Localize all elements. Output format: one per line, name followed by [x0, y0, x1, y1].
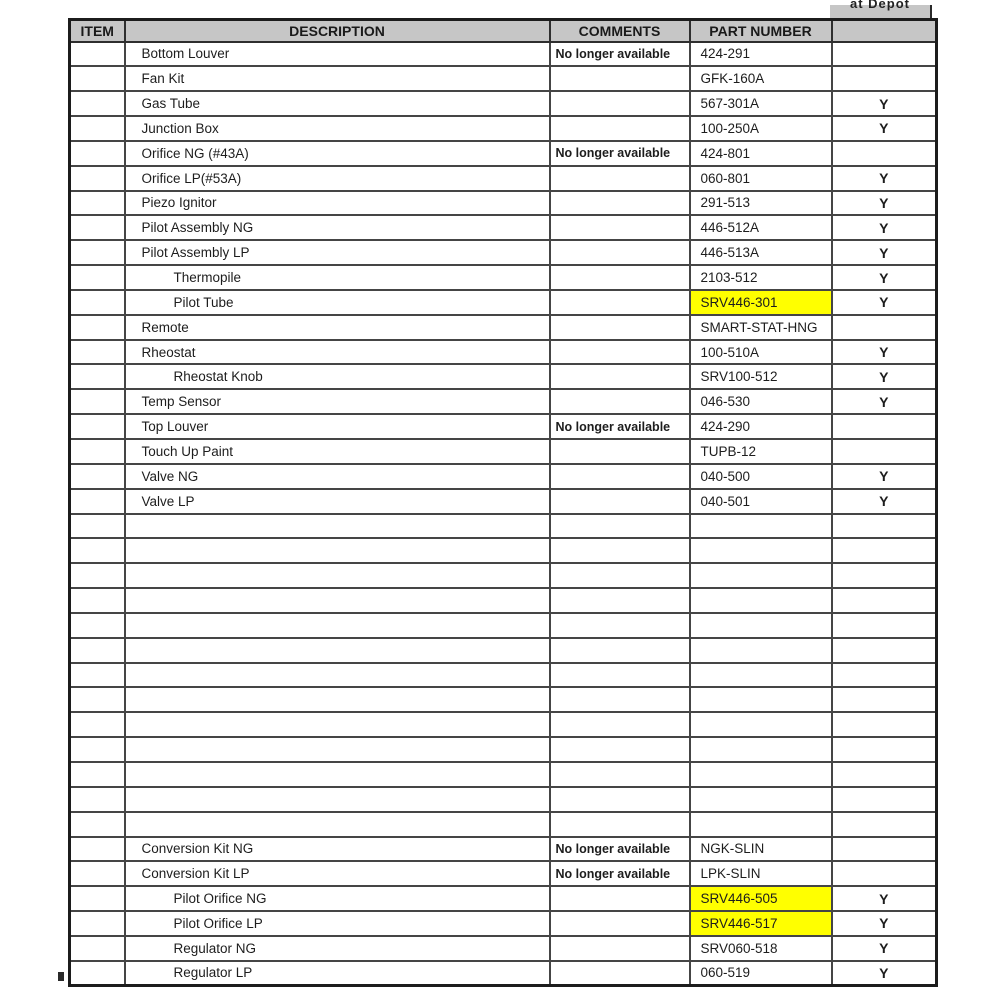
description-cell	[125, 588, 550, 613]
part-number-cell	[690, 663, 832, 688]
description-cell: Conversion Kit LP	[125, 861, 550, 886]
item-cell	[70, 712, 125, 737]
depot-cell: Y	[832, 240, 937, 265]
part-number-cell: SRV100-512	[690, 364, 832, 389]
comments-cell	[550, 290, 690, 315]
part-number-cell: 424-290	[690, 414, 832, 439]
item-cell	[70, 66, 125, 91]
item-cell	[70, 91, 125, 116]
comments-cell: No longer available	[550, 861, 690, 886]
description-cell: Pilot Orifice LP	[125, 911, 550, 936]
description-cell: Orifice NG (#43A)	[125, 141, 550, 166]
comments-cell	[550, 315, 690, 340]
part-number-cell: 046-530	[690, 389, 832, 414]
scan-artifact	[58, 972, 64, 981]
depot-cell	[832, 439, 937, 464]
comments-cell	[550, 215, 690, 240]
part-number-cell: 291-513	[690, 191, 832, 216]
item-cell	[70, 464, 125, 489]
comments-cell: No longer available	[550, 141, 690, 166]
item-cell	[70, 215, 125, 240]
description-cell: Orifice LP(#53A)	[125, 166, 550, 191]
description-cell: Touch Up Paint	[125, 439, 550, 464]
depot-cell	[832, 737, 937, 762]
header-item: ITEM	[70, 20, 125, 42]
part-number-cell: 446-513A	[690, 240, 832, 265]
table-row	[70, 439, 937, 464]
item-cell	[70, 663, 125, 688]
comments-cell	[550, 737, 690, 762]
item-cell	[70, 613, 125, 638]
table-row	[70, 66, 937, 91]
item-cell	[70, 762, 125, 787]
table-row	[70, 737, 937, 762]
table-row	[70, 762, 937, 787]
comments-cell	[550, 588, 690, 613]
description-cell: Rheostat	[125, 340, 550, 365]
description-cell: Pilot Orifice NG	[125, 886, 550, 911]
item-cell	[70, 116, 125, 141]
description-cell: Temp Sensor	[125, 389, 550, 414]
depot-cell: Y	[832, 166, 937, 191]
item-cell	[70, 141, 125, 166]
clipped-header-fragment: at Depot	[850, 0, 910, 11]
table-row	[70, 936, 937, 961]
item-cell	[70, 290, 125, 315]
part-number-cell: 060-519	[690, 961, 832, 986]
depot-cell: Y	[832, 91, 937, 116]
part-number-cell	[690, 762, 832, 787]
depot-cell: Y	[832, 489, 937, 514]
description-cell	[125, 787, 550, 812]
table-row	[70, 265, 937, 290]
table-row	[70, 712, 937, 737]
part-number-cell	[690, 613, 832, 638]
description-cell: Pilot Assembly LP	[125, 240, 550, 265]
item-cell	[70, 861, 125, 886]
part-number-cell	[690, 638, 832, 663]
table-row	[70, 240, 937, 265]
item-cell	[70, 911, 125, 936]
description-cell: Pilot Tube	[125, 290, 550, 315]
comments-cell	[550, 787, 690, 812]
depot-cell	[832, 837, 937, 862]
header-description: DESCRIPTION	[125, 20, 550, 42]
table-row	[70, 961, 937, 986]
comments-cell	[550, 240, 690, 265]
depot-cell	[832, 787, 937, 812]
description-cell	[125, 538, 550, 563]
comments-cell	[550, 191, 690, 216]
item-cell	[70, 191, 125, 216]
item-cell	[70, 489, 125, 514]
depot-cell	[832, 861, 937, 886]
part-number-cell: 040-501	[690, 489, 832, 514]
item-cell	[70, 439, 125, 464]
item-cell	[70, 389, 125, 414]
description-cell	[125, 563, 550, 588]
part-number-cell	[690, 712, 832, 737]
depot-cell	[832, 613, 937, 638]
depot-cell	[832, 538, 937, 563]
table-row	[70, 861, 937, 886]
table-row	[70, 687, 937, 712]
item-cell	[70, 936, 125, 961]
depot-cell: Y	[832, 961, 937, 986]
part-number-cell: TUPB-12	[690, 439, 832, 464]
table-row	[70, 489, 937, 514]
table-header	[70, 20, 937, 42]
header-depot	[832, 20, 937, 42]
comments-cell	[550, 91, 690, 116]
table-row	[70, 116, 937, 141]
table-row	[70, 141, 937, 166]
depot-cell: Y	[832, 116, 937, 141]
description-cell: Rheostat Knob	[125, 364, 550, 389]
part-number-cell: 2103-512	[690, 265, 832, 290]
description-cell: Fan Kit	[125, 66, 550, 91]
description-cell	[125, 663, 550, 688]
table-row	[70, 191, 937, 216]
depot-cell: Y	[832, 389, 937, 414]
description-cell	[125, 613, 550, 638]
comments-cell	[550, 663, 690, 688]
depot-cell: Y	[832, 340, 937, 365]
depot-cell	[832, 42, 937, 67]
description-cell: Piezo Ignitor	[125, 191, 550, 216]
part-number-cell	[690, 563, 832, 588]
item-cell	[70, 687, 125, 712]
description-cell	[125, 514, 550, 539]
item-cell	[70, 265, 125, 290]
description-cell	[125, 812, 550, 837]
description-cell: Regulator NG	[125, 936, 550, 961]
comments-cell	[550, 762, 690, 787]
part-number-cell: 100-510A	[690, 340, 832, 365]
depot-cell: Y	[832, 265, 937, 290]
item-cell	[70, 414, 125, 439]
depot-cell: Y	[832, 936, 937, 961]
depot-cell	[832, 66, 937, 91]
part-number-cell: GFK-160A	[690, 66, 832, 91]
depot-cell	[832, 663, 937, 688]
item-cell	[70, 514, 125, 539]
table-row	[70, 787, 937, 812]
comments-cell	[550, 489, 690, 514]
part-number-cell: 567-301A	[690, 91, 832, 116]
header-row	[70, 20, 937, 42]
description-cell	[125, 737, 550, 762]
depot-cell: Y	[832, 191, 937, 216]
part-number-cell	[690, 588, 832, 613]
table-row	[70, 538, 937, 563]
part-number-cell: 424-291	[690, 42, 832, 67]
description-cell: Junction Box	[125, 116, 550, 141]
clipped-column-header	[830, 0, 932, 18]
table-row	[70, 886, 937, 911]
table-row	[70, 563, 937, 588]
part-number-cell: NGK-SLIN	[690, 837, 832, 862]
depot-cell	[832, 812, 937, 837]
depot-cell	[832, 762, 937, 787]
table-row	[70, 514, 937, 539]
depot-cell	[832, 563, 937, 588]
table-row	[70, 389, 937, 414]
comments-cell	[550, 166, 690, 191]
table-row	[70, 166, 937, 191]
description-cell: Thermopile	[125, 265, 550, 290]
comments-cell: No longer available	[550, 42, 690, 67]
depot-cell: Y	[832, 290, 937, 315]
comments-cell	[550, 66, 690, 91]
comments-cell	[550, 613, 690, 638]
table-row	[70, 414, 937, 439]
comments-cell	[550, 687, 690, 712]
part-number-cell	[690, 812, 832, 837]
depot-cell	[832, 141, 937, 166]
table-row	[70, 663, 937, 688]
item-cell	[70, 538, 125, 563]
item-cell	[70, 315, 125, 340]
depot-cell	[832, 638, 937, 663]
table-row	[70, 837, 937, 862]
depot-cell: Y	[832, 886, 937, 911]
part-number-cell: SRV446-505	[690, 886, 832, 911]
comments-cell	[550, 961, 690, 986]
comments-cell	[550, 812, 690, 837]
part-number-cell: 040-500	[690, 464, 832, 489]
comments-cell: No longer available	[550, 414, 690, 439]
depot-cell	[832, 687, 937, 712]
item-cell	[70, 42, 125, 67]
description-cell: Valve NG	[125, 464, 550, 489]
depot-cell	[832, 414, 937, 439]
depot-cell: Y	[832, 464, 937, 489]
part-number-cell: 100-250A	[690, 116, 832, 141]
part-number-cell: SMART-STAT-HNG	[690, 315, 832, 340]
comments-cell	[550, 936, 690, 961]
table-row	[70, 911, 937, 936]
description-cell: Gas Tube	[125, 91, 550, 116]
parts-table	[68, 18, 938, 987]
item-cell	[70, 638, 125, 663]
table-row	[70, 812, 937, 837]
description-cell: Bottom Louver	[125, 42, 550, 67]
description-cell: Valve LP	[125, 489, 550, 514]
comments-cell	[550, 514, 690, 539]
description-cell: Regulator LP	[125, 961, 550, 986]
header-comments: COMMENTS	[550, 20, 690, 42]
comments-cell	[550, 364, 690, 389]
comments-cell	[550, 265, 690, 290]
item-cell	[70, 240, 125, 265]
table-row	[70, 638, 937, 663]
comments-cell: No longer available	[550, 837, 690, 862]
part-number-cell: 424-801	[690, 141, 832, 166]
part-number-cell: SRV446-301	[690, 290, 832, 315]
depot-cell	[832, 712, 937, 737]
item-cell	[70, 340, 125, 365]
part-number-cell: SRV060-518	[690, 936, 832, 961]
part-number-cell: 446-512A	[690, 215, 832, 240]
depot-cell	[832, 315, 937, 340]
item-cell	[70, 737, 125, 762]
table-row	[70, 588, 937, 613]
comments-cell	[550, 340, 690, 365]
comments-cell	[550, 116, 690, 141]
part-number-cell	[690, 787, 832, 812]
table-row	[70, 613, 937, 638]
comments-cell	[550, 439, 690, 464]
item-cell	[70, 886, 125, 911]
table-row	[70, 364, 937, 389]
table-body	[70, 42, 937, 986]
part-number-cell	[690, 687, 832, 712]
description-cell: Pilot Assembly NG	[125, 215, 550, 240]
item-cell	[70, 837, 125, 862]
item-cell	[70, 812, 125, 837]
table-row	[70, 464, 937, 489]
comments-cell	[550, 638, 690, 663]
comments-cell	[550, 911, 690, 936]
description-cell: Remote	[125, 315, 550, 340]
part-number-cell: 060-801	[690, 166, 832, 191]
depot-cell: Y	[832, 215, 937, 240]
table-row	[70, 340, 937, 365]
table-row	[70, 42, 937, 67]
table-row	[70, 91, 937, 116]
item-cell	[70, 588, 125, 613]
part-number-cell	[690, 514, 832, 539]
header-part-number: PART NUMBER	[690, 20, 832, 42]
part-number-cell	[690, 737, 832, 762]
description-cell: Conversion Kit NG	[125, 837, 550, 862]
item-cell	[70, 787, 125, 812]
item-cell	[70, 563, 125, 588]
item-cell	[70, 364, 125, 389]
item-cell	[70, 166, 125, 191]
part-number-cell: SRV446-517	[690, 911, 832, 936]
depot-cell	[832, 514, 937, 539]
depot-cell	[832, 588, 937, 613]
item-cell	[70, 961, 125, 986]
part-number-cell	[690, 538, 832, 563]
depot-cell: Y	[832, 364, 937, 389]
comments-cell	[550, 563, 690, 588]
comments-cell	[550, 538, 690, 563]
comments-cell	[550, 464, 690, 489]
table-row	[70, 290, 937, 315]
description-cell	[125, 762, 550, 787]
comments-cell	[550, 886, 690, 911]
comments-cell	[550, 712, 690, 737]
table-row	[70, 215, 937, 240]
part-number-cell: LPK-SLIN	[690, 861, 832, 886]
description-cell	[125, 687, 550, 712]
depot-cell: Y	[832, 911, 937, 936]
description-cell: Top Louver	[125, 414, 550, 439]
description-cell	[125, 638, 550, 663]
description-cell	[125, 712, 550, 737]
table-row	[70, 315, 937, 340]
comments-cell	[550, 389, 690, 414]
